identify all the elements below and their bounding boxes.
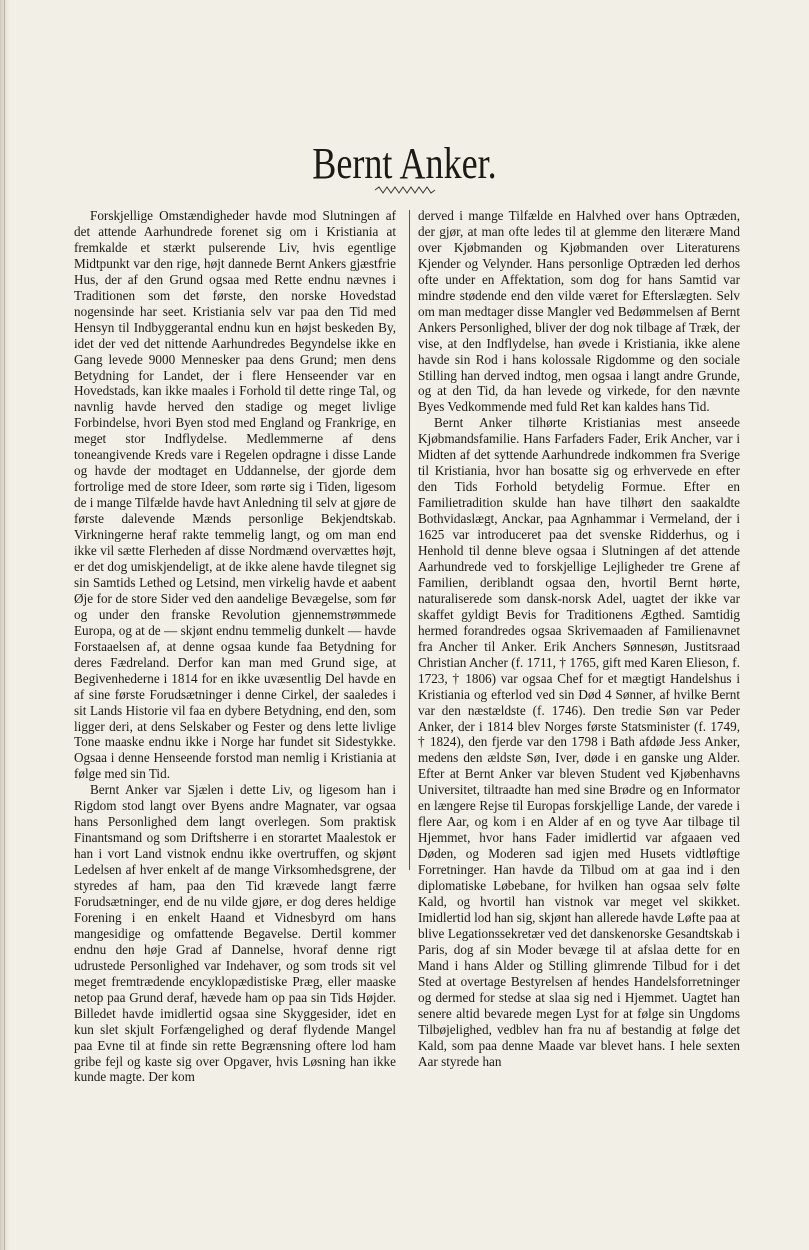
column-divider (409, 210, 410, 870)
paragraph-3: derved i mange Tilfælde en Halvhed over hans Optræden, der gjør, at man ofte ledes til at glemme den literære Mand over Kjøbmanden og Kjøbmanden over Literaturens Kjender og Velynder. Hans personlige Optræden led derhos ofte under en Affektation, som dog for hans Samtid var mindre stødende end den vilde været for Efterslægten. Selv om man medtager disse Mangler ved Bedømmelsen af Bernt Ankers Personlighed, bliver der dog nok tilbage af Træk, der vise, at den Indflydelse, han øvede i Kristiania, ikke alene havde sin Rod i hans kolossale Rigdomme og den sociale Stilling han derved indtog, men ogsaa i langt andre Grunde, og at den Tid, da han levede og virkede, for den nævnte Byes Vedkommende med fuld Ret kan kaldes hans Tid. (418, 208, 740, 415)
body-columns (74, 208, 740, 1178)
paragraph-2: Bernt Anker var Sjælen i dette Liv, og ligesom han i Rigdom stod langt over Byens andre Magnater, var ogsaa hans Personlighed dem langt overlegen. Som praktisk Finantsmand og som Driftsherre i en storartet Maalestok er han i vort Land vistnok endnu ikke overtruffen, og skjønt Ledelsen af hver enkelt af de mange Virksomhedsgrene, der styredes af ham, paa den Tid krævede langt færre Forudsætninger, end de nu vilde gjøre, er dog deres heldige Forening i en enkelt Haand et Vidnesbyrd om hans mangesidige og omfattende Begavelse. Dertil kommer endnu den høje Grad af Dannelse, hvoraf denne rigt udrustede Personlighed var Indehaver, og som trods sit vel meget fremtrædende encyklopædistiske Præg, eller maaske netop paa Grund deraf, hævede ham op paa sin Tids Højder. Billedet havde imidlertid ogsaa sine Skyggesider, idet en kun slet skjult Forfængelighed og deraf flydende Mangel paa Evne til at finde sin rette Begrænsning oftere lod ham gribe fejl og kaste sig over Opgaver, hvis Løsning han ikke kunde magte. Der kom (74, 782, 396, 1085)
paragraph-4: Bernt Anker tilhørte Kristianias mest anseede Kjøbmandsfamilie. Hans Farfaders Fader, Erik Ancher, var i Midten af det syttende Aarhundrede indkommen fra Sverige til Kristiania, hvor han bosatte sig og erhvervede en efter den Tids Forhold betydelig Formue. Efter en Familietradition skulde han have tilhørt den saakaldte Bothvidaslægt, Anckar, paa Agnhammar i Vermeland, der i 1625 var introduceret paa det svenske Ridderhus, og i Henhold til denne bleve ogsaa i Slutningen af det attende Aarhundrede ved to forskjellige Lejligheder tre Grene af Familien, deriblandt ogsaa den, hvortil Bernt hørte, naturaliserede som dansk-norsk Adel, uagtet der ikke var skaffet gyldigt Bevis for Traditionens Ægthed. Samtidig hermed forandredes ogsaa Skrivemaaden af Familienavnet fra Ancher til Anker. Erik Anchers Sønnesøn, Justitsraad Christian Ancher (f. 1711, † 1765, gift med Karen Elieson, f. 1723, † 1806) var ogsaa Chef for et mægtigt Handelshus i Kristiania og efterlod ved sin Død 4 Sønner, af hvilke Bernt var den næstældste (f. 1746). Den tredie Søn var Peder Anker, der i 1814 blev Norges første Statsminister (f. 1749, † 1824), den fjerde var den 1798 i Bath afdøde Jess Anker, medens den ældste Søn, Iver, døde i en ganske ung Alder. Efter at Bernt Anker var bleven Student ved Kjøbenhavns Universitet, tiltraadte han med sine Brødre og en Informator en længere Rejse til Europas forskjellige Lande, der varede i flere Aar, og kom i en Alder af en og tyve Aar tilbage til Hjemmet, hvor hans Fader imidlertid var afgaaen ved Døden, og Moderen sad igjen med Husets vidtløftige Forretninger. Han havde da Tilbud om at gaa ind i den diplomatiske Løbebane, for hvilken han ogsaa selv følte Kald, og hvortil han vistnok var meget vel skikket. Imidlertid lod han sig, skjønt han allerede havde Løfte paa at blive Legationssekretær ved det danskenorske Gesandtskab i Paris, dog af sin Moder bevæge til at afslaa dette for en Mand i hans Alder og Stilling glimrende Tilbud for i det Sted at overtage Bestyrelsen af hendes Handelsforretninger og dermed for stedse at slaa sig ned i Hjemmet. Uagtet han senere altid bevarede megen Lyst for at følge sin Ungdoms Tilbøjelighed, vedblev han fra nu af bestandig at følge det Kald, som paa denne Maade var blevet hans. I hele sexten Aar styrede han (418, 415, 740, 1069)
left-column (74, 208, 396, 1085)
paragraph-1: Forskjellige Omstændigheder havde mod Slutningen af det attende Aarhundrede forenet sig om i Kristiania at fremkalde et stærkt pulserende Liv, hvis egentlige Midtpunkt var den rige, højt dannede Bernt Ankers gjæstfrie Hus, der af den Grund ogsaa med Rette endnu nævnes i Traditionen som det første, den norske Hovedstad nogensinde har seet. Kristiania selv var paa den Tid med Hensyn til Indbyggerantal endnu kun en højst beskeden By, idet der ved det nittende Aarhundredes Begyndelse ikke en Gang levede 9000 Mennesker paa dens Grund; men dens Betydning for Landet, der i flere Henseender var en Hovedstads, kan ikke maales i Forhold til dette ringe Tal, og navnlig havde herved den stadige og meget livlige Forbindelse, hvori Byen stod med England og Frankrige, en meget stor Indflydelse. Medlemmerne af dens toneangivende Kreds vare i Regelen opdragne i disse Lande og havde der modtaget en Uddannelse, der gjorde dem fortrolige med de store Ideer, som rørte sig i Tiden, ligesom de i mange Tilfælde havde havt Anledning til selv at gjøre de første dalevende Mænds personlige Bekjendtskab. Virkningerne heraf rakte temmelig langt, og om man end ikke vil sætte Flerheden af disse Nordmænd overvættes højt, er det dog umiskjendeligt, at de ikke alene havde tilegnet sig sin Samtids Lethed og Letsind, men virkelig havde et aabent Øje for de store Sider ved den aandelige Bevægelse, som før og under den franske Revolution gjennemstrømmede Europa, og at de — skjønt endnu temmelig dunkelt — havde Forstaaelsen af, at denne ogsaa kunde faa Betydning for deres Fædreland. Derfor kan man med Grund sige, at Begivenhederne i 1814 for en ikke uvæsentlig Del havde en af sine første Forudsætninger i denne Cirkel, der saaledes i sit Lands Historie vil faa en dybere Betydning, end den, som ligger deri, at dens Selskaber og Fester og dens lette livlige Tone maaske endnu ikke i Norge har fundet sit Sidestykke. Ogsaa i denne Henseende forstod man nemlig i Kristiania at følge med sin Tid. (74, 208, 396, 782)
title-ornament (0, 185, 809, 197)
right-column (418, 208, 740, 1069)
page-title: Bernt Anker. (312, 139, 497, 188)
